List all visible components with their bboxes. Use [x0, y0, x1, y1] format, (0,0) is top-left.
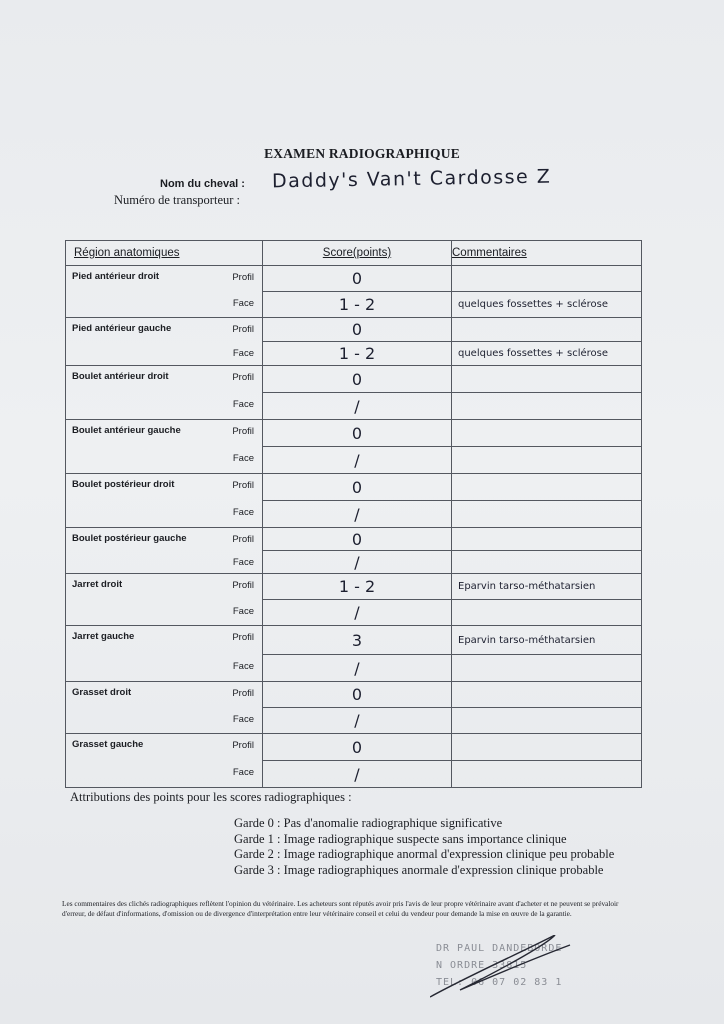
score-value: 1 - 2	[338, 577, 376, 596]
table-row	[66, 501, 642, 528]
table-row	[66, 682, 642, 708]
grades-title: Attributions des points pour les scores radiographiques :	[70, 790, 352, 804]
score-cell	[263, 708, 452, 734]
region-cell	[66, 501, 263, 528]
score-cell	[263, 393, 452, 420]
comment-text: Eparvin tarso-méthatarsien	[458, 634, 596, 646]
score-value: 0	[351, 269, 363, 288]
stamp-line-3: TEL: 06 07 02 83 1	[436, 977, 563, 988]
region-name: Boulet postérieur gauche	[72, 533, 187, 544]
region-cell	[66, 474, 263, 501]
score-cell	[263, 551, 452, 574]
region-cell	[66, 682, 263, 708]
view-label: Face	[232, 556, 254, 568]
score-cell	[263, 342, 452, 366]
table-row	[66, 734, 642, 761]
score-cell	[263, 266, 452, 292]
comment-cell	[452, 501, 642, 528]
header-comments: Commentaires	[452, 241, 642, 266]
region-cell	[66, 318, 263, 342]
view-label: Profil	[232, 632, 254, 643]
score-value: 1 - 2	[338, 295, 376, 314]
score-cell	[263, 734, 452, 761]
score-cell	[263, 366, 452, 393]
comment-cell	[452, 682, 642, 708]
region-cell	[66, 447, 263, 474]
score-value: /	[354, 603, 360, 622]
score-value: /	[354, 396, 360, 416]
view-label: Profil	[232, 324, 254, 335]
grade-3: Garde 3 : Image radiographiques anormale d'expression clinique probable	[234, 862, 604, 877]
region-cell	[66, 761, 263, 788]
score-cell	[263, 682, 452, 708]
score-value: 0	[351, 685, 363, 704]
region-name: Pied antérieur gauche	[72, 323, 172, 334]
score-value: 0	[351, 423, 363, 443]
view-label: Face	[232, 660, 254, 672]
view-label: Profil	[232, 480, 254, 491]
score-cell	[263, 447, 452, 474]
region-cell	[66, 600, 263, 626]
table-row	[66, 393, 642, 420]
comment-cell	[452, 761, 642, 788]
table-row	[66, 292, 642, 318]
score-value: /	[354, 552, 360, 572]
view-label: Profil	[232, 740, 254, 751]
region-cell	[66, 266, 263, 292]
comment-cell	[452, 528, 642, 551]
table-row	[66, 366, 642, 393]
score-value: /	[354, 658, 360, 678]
grade-0: Garde 0 : Pas d'anomalie radiographique significative	[234, 816, 503, 830]
region-cell	[66, 734, 263, 761]
score-value: 0	[351, 320, 363, 339]
view-label: Profil	[232, 372, 254, 383]
comment-text: Eparvin tarso-méthatarsien	[458, 581, 596, 592]
score-value: 0	[351, 477, 363, 497]
comment-cell	[452, 474, 642, 501]
region-name: Pied antérieur droit	[72, 271, 160, 282]
comment-cell	[452, 266, 642, 292]
region-name: Grasset droit	[72, 687, 132, 698]
region-cell	[66, 366, 263, 393]
table-row	[66, 551, 642, 574]
veterinarian-stamp-signature	[430, 935, 600, 1005]
view-label: Profil	[232, 534, 254, 545]
region-cell	[66, 551, 263, 574]
view-label: Face	[232, 297, 254, 309]
view-label: Face	[232, 452, 254, 464]
region-cell	[66, 393, 263, 420]
table-row	[66, 626, 642, 655]
region-name: Grasset gauche	[72, 739, 144, 750]
comment-cell	[452, 342, 642, 366]
score-cell	[263, 761, 452, 788]
document-title: EXAMEN RADIOGRAPHIQUE	[264, 146, 460, 161]
table-row	[66, 420, 642, 447]
view-label: Face	[232, 398, 254, 410]
comment-cell	[452, 626, 642, 655]
region-cell	[66, 708, 263, 734]
view-label: Face	[232, 713, 254, 725]
grade-2: Garde 2 : Image radiographique anormal d'expression clinique peu probable	[234, 847, 615, 861]
score-value: /	[354, 450, 360, 470]
score-value: 3	[351, 630, 363, 650]
table-row	[66, 266, 642, 292]
score-value: /	[354, 504, 360, 524]
horse-name-label: Nom du cheval :	[160, 178, 245, 190]
score-cell	[263, 474, 452, 501]
table-header-row	[66, 241, 642, 266]
score-value: 0	[351, 737, 363, 757]
comment-cell	[452, 734, 642, 761]
score-value: /	[354, 764, 360, 784]
score-cell	[263, 528, 452, 551]
comment-cell	[452, 600, 642, 626]
horse-name-value: Daddy's Van't Cardosse Z	[271, 165, 552, 193]
region-name: Boulet antérieur gauche	[72, 425, 181, 436]
score-cell	[263, 292, 452, 318]
score-cell	[263, 626, 452, 655]
score-value: 0	[351, 369, 363, 389]
region-cell	[66, 292, 263, 318]
grade-1: Garde 1 : Image radiographique suspecte sans importance clinique	[234, 831, 567, 846]
stamp-line-1: DR PAUL DANDEBORDE	[436, 943, 563, 954]
comment-cell	[452, 655, 642, 682]
region-cell	[66, 655, 263, 682]
score-cell	[263, 420, 452, 447]
header-region: Région anatomiques	[66, 241, 263, 266]
disclaimer: Les commentaires des clichés radiographiques reflètent l'opinion du vétérinaire. Les acheteurs sont réputés avoir pris l'avis de leur propre vétérinaire avant d'acheter et ne peuvent se prévaloir d'erreur, de défaut d'informations, d'omission ou de divergence d'interprétation entre leur vétérinaire conseil et celui du vendeur pour demande la mise en œuvre de la garantie.	[62, 899, 619, 918]
view-label: Profil	[232, 580, 254, 591]
comment-cell	[452, 420, 642, 447]
comment-cell	[452, 318, 642, 342]
region-name: Jarret gauche	[72, 631, 135, 642]
table-row	[66, 447, 642, 474]
table-row	[66, 761, 642, 788]
radiograph-score-table	[65, 240, 642, 788]
table-row	[66, 708, 642, 734]
score-cell	[263, 318, 452, 342]
view-label: Profil	[232, 272, 254, 283]
table-row	[66, 318, 642, 342]
header-score: Score(points)	[263, 241, 452, 266]
table-row	[66, 655, 642, 682]
view-label: Face	[232, 766, 254, 778]
view-label: Face	[232, 605, 254, 617]
comment-cell	[452, 708, 642, 734]
comment-text: quelques fossettes + sclérose	[458, 299, 609, 310]
score-value: 0	[351, 529, 363, 549]
table-row	[66, 600, 642, 626]
table-row	[66, 342, 642, 366]
region-cell	[66, 574, 263, 600]
region-name: Jarret droit	[72, 579, 123, 590]
region-cell	[66, 342, 263, 366]
table-row	[66, 528, 642, 551]
transponder-label: Numéro de transporteur :	[114, 193, 241, 207]
view-label: Face	[232, 506, 254, 518]
comment-cell	[452, 393, 642, 420]
score-cell	[263, 600, 452, 626]
region-cell	[66, 528, 263, 551]
region-cell	[66, 420, 263, 447]
stamp-line-2: N ORDRE 33815	[436, 960, 528, 971]
region-name: Boulet postérieur droit	[72, 479, 175, 490]
comment-cell	[452, 292, 642, 318]
region-name: Boulet antérieur droit	[72, 371, 169, 382]
comment-text: quelques fossettes + sclérose	[458, 348, 609, 359]
score-cell	[263, 501, 452, 528]
view-label: Face	[232, 347, 254, 359]
table-row	[66, 574, 642, 600]
score-value: /	[354, 711, 360, 730]
view-label: Profil	[232, 426, 254, 437]
score-cell	[263, 574, 452, 600]
comment-cell	[452, 447, 642, 474]
score-cell	[263, 655, 452, 682]
table-row	[66, 474, 642, 501]
comment-cell	[452, 366, 642, 393]
region-cell	[66, 626, 263, 655]
comment-cell	[452, 551, 642, 574]
comment-cell	[452, 574, 642, 600]
grades-list	[234, 816, 614, 878]
score-value: 1 - 2	[338, 344, 376, 363]
view-label: Profil	[232, 688, 254, 699]
